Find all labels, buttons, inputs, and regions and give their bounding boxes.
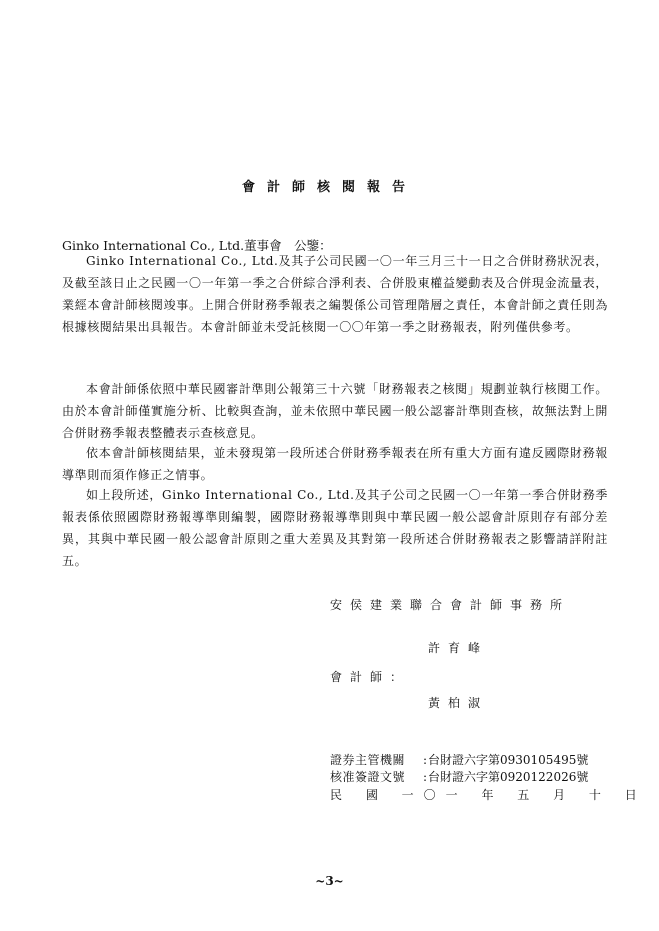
registration-row — [330, 768, 588, 785]
paragraph-conclusion: 依本會計師核閱結果，並未發現第一段所述合併財務季報表在所有重大方面有違反國際財務報導準則而須作修正之情事。 — [62, 446, 608, 482]
firm-name: 安侯建業聯合會計師事務所 — [330, 598, 571, 612]
cpa-name: 許育峰 — [428, 641, 489, 655]
registration-label: 證券主管機關 — [330, 753, 406, 767]
registration-separator: : — [422, 753, 428, 767]
paragraph-scope: Ginko International Co., Ltd.及其子公司民國一〇一年三月三十一日之合併財務狀況表，及截至該日止之民國一〇一年第一季之合併綜合淨利表、合併股東權益變動表及合併現金流量表，業經本會計師核閱竣事。上開合併財務季報表之編製係公司管理階層之責任，本會計師之責任則為根據核閱結果出具報告。本會計師並未受託核閱一〇〇年第一季之財務報表，附列僅供參考。 — [62, 254, 608, 334]
addressee: Ginko International Co., Ltd.董事會 公鑒： — [62, 238, 332, 253]
cpa-label: 會計師： — [330, 670, 411, 684]
paragraph-standards: 本會計師係依照中華民國審計準則公報第三十六號「財務報表之核閱」規劃並執行核閱工作。由於本會計師僅實施分析、比較與查詢，並未依照中華民國一般公認審計準則查核，故無法對上開合併財務季報表整體表示查核意見。 — [62, 382, 608, 440]
report-date: 民 國 一〇一 年 五 月 十 日 — [330, 788, 647, 802]
paragraph-ifrs-differences: 如上段所述，Ginko International Co., Ltd.及其子公司之民國一〇一年第一季合併財務季報表係依照國際財務報導準則編製，國際財務報導準則與中華民國一般公認會計原則存有部分差異，其與中華民國一般公認會計原則之重大差異及其對第一段所述合併財務報表之影響請詳附註五。 — [62, 488, 608, 568]
registration-separator: : — [422, 770, 428, 784]
registration-value: 台財證六字第0930105495號 — [428, 753, 589, 767]
report-title: 會計師核閱報告 — [241, 180, 417, 195]
registration-row — [330, 751, 588, 768]
page-number: ~3~ — [315, 874, 344, 888]
registration-value: 台財證六字第0920122026號 — [428, 770, 589, 784]
registration-label: 核准簽證文號 — [330, 770, 406, 784]
cpa-name: 黃柏淑 — [428, 696, 489, 710]
